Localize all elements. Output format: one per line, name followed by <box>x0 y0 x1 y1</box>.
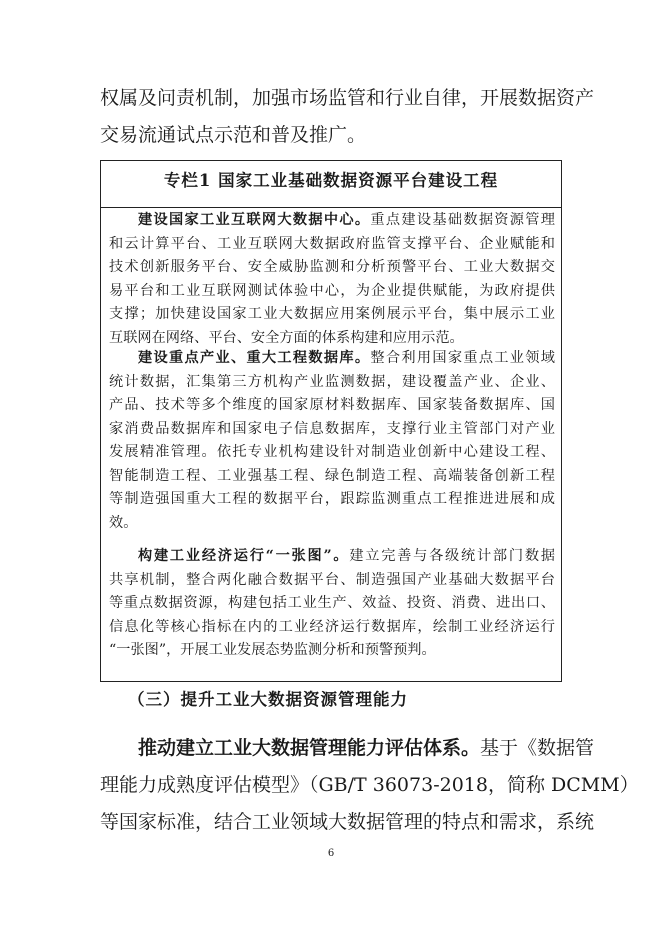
text-run: 建立完善与各级统计部门数据 <box>349 548 555 564</box>
paragraph-lead: 建设重点产业、重大工程数据库。 <box>138 350 371 366</box>
paragraph-lead: 推动建立工业大数据管理能力评估体系。 <box>138 737 481 759</box>
top-paragraph <box>100 80 595 154</box>
box-title: 专栏1 国家工业基础数据资源平台建设工程 <box>101 161 561 208</box>
text-line: 等国家标准，结合工业领域大数据管理的特点和需求，系统 <box>100 811 595 833</box>
box-paragraph-3 <box>109 545 555 663</box>
text-line <box>100 730 595 767</box>
text-line: 互联网在网络、平台、安全方面的体系构建和应用示范。 <box>109 329 464 346</box>
text-line <box>109 347 555 371</box>
text-line: 易平台和工业互联网测试体验中心，为企业提供赋能，为政府提供 <box>109 282 555 299</box>
text-line: “一张图”，开展工业发展态势监测分析和预警预判。 <box>109 642 436 658</box>
text-line <box>109 209 555 233</box>
text-line: 效。 <box>109 514 138 531</box>
text-line: 信息化等核心指标在内的工业经济运行数据库，绘制工业经济运行 <box>109 618 555 635</box>
text-line: 理能力成熟度评估模型》（GB/T 36073-2018，简称 DCMM） <box>100 774 639 796</box>
column-box <box>100 160 562 682</box>
paragraph-lead: 建设国家工业互联网大数据中心。 <box>138 212 371 228</box>
paragraph-lead: 构建工业经济运行“一张图”。 <box>138 548 350 564</box>
text-line: 智能制造工程、工业强基工程、绿色制造工程、高端装备创新工程 <box>109 467 555 484</box>
text-line: 家消费品数据库和国家电子信息数据库，支撑行业主管部门对产业 <box>109 420 555 437</box>
box-paragraph-2 <box>109 347 555 535</box>
text-line: 支撑；加快建设国家工业大数据应用案例展示平台，集中展示工业 <box>109 306 555 322</box>
text-line: 权属及问责机制，加强市场监管和行业自律，开展数据资产 <box>100 87 595 109</box>
text-line: 共享机制，整合两化融合数据平台、制造强国产业基础大数据平台 <box>109 571 555 588</box>
text-line: 交易流通试点示范和普及推广。 <box>100 124 367 146</box>
box-paragraph-1 <box>109 209 555 350</box>
bottom-paragraph <box>100 730 639 841</box>
text-line: 统计数据，汇集第三方机构产业监测数据，建设覆盖产业、企业、 <box>109 373 555 390</box>
text-line: 和云计算平台、工业互联网大数据政府监管支撑平台、企业赋能和 <box>109 235 555 252</box>
text-line: 等制造强国重大工程的数据平台，跟踪监测重点工程推进进展和成 <box>109 491 555 507</box>
text-line: 等重点数据资源，构建包括工业生产、效益、投资、消费、进出口、 <box>109 595 555 611</box>
text-line: 技术创新服务平台、安全威胁监测和分析预警平台、工业大数据交 <box>109 259 555 275</box>
text-run: 重点建设基础数据资源管理 <box>370 212 555 228</box>
text-run: 整合利用国家重点工业领域 <box>370 350 555 366</box>
text-run: 基于《数据管 <box>480 737 595 759</box>
text-line: 发展精准管理。依托专业机构建设针对制造业创新中心建设工程、 <box>109 444 555 460</box>
section-heading: （三）提升工业大数据资源管理能力 <box>128 690 408 709</box>
text-line: 产品、技术等多个维度的国家原材料数据库、国家装备数据库、国 <box>109 397 555 413</box>
page-number: 6 <box>327 848 335 859</box>
text-line <box>109 545 555 569</box>
